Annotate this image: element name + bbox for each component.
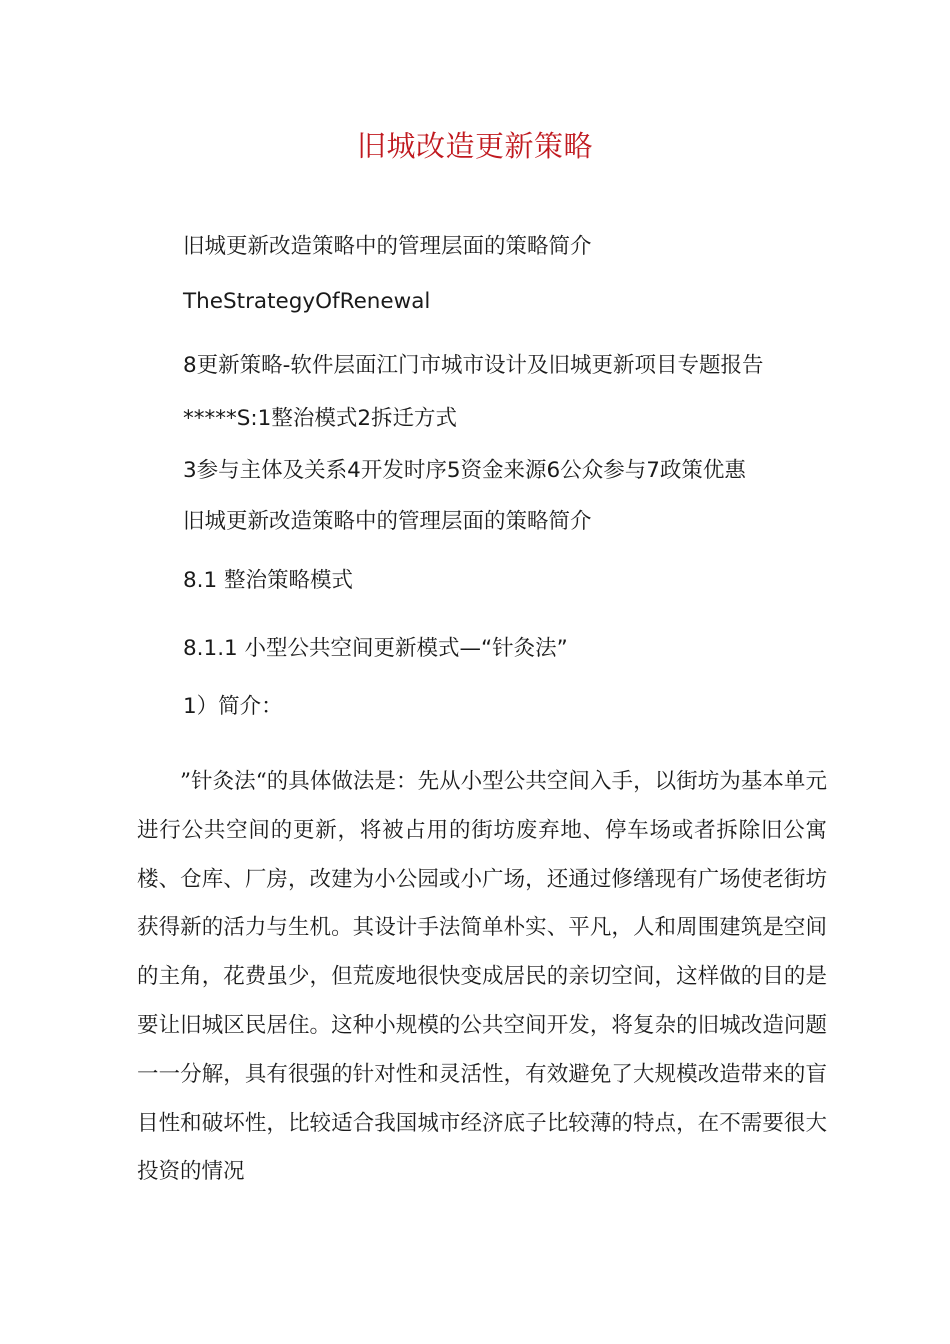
body-paragraph-block <box>137 758 827 1197</box>
subtitle-line: 旧城更新改造策略中的管理层面的策略简介 <box>183 234 592 259</box>
body-paragraph: ”针灸法“的具体做法是：先从小型公共空间入手，以街坊为基本单元进行公共空间的更新，将被占用的街坊废弃地、停车场或者拆除旧公寓楼、仓库、厂房，改建为小公园或小广场，还通过修缮现有广场使老街坊获得新的活力与生机。其设计手法简单朴实、平凡，人和周围建筑是空间的主角，花费虽少，但荒废地很快变成居民的亲切空间，这样做的目的是要让旧城区民居住。这种小规模的公共空间开发，将复杂的旧城改造问题一一分解，具有很强的针对性和灵活性，有效避免了大规模改造带来的盲目性和破坏性，比较适合我国城市经济底子比较薄的特点，在不需要很大投资的情况 <box>137 769 827 1185</box>
document-title: 旧城改造更新策略 <box>356 129 593 163</box>
toc-line-1: *****S:1整治模式2拆迁方式 <box>183 406 457 431</box>
section-heading-line: 8更新策略-软件层面江门市城市设计及旧城更新项目专题报告 <box>183 353 764 378</box>
toc-line-2: 3参与主体及关系4开发时序5资金来源6公众参与7政策优惠 <box>183 458 746 483</box>
intro-label: 1）简介： <box>183 694 283 719</box>
english-title-line: TheStrategyOfRenewal <box>183 289 431 314</box>
section-8-1-heading: 8.1 整治策略模式 <box>183 568 354 593</box>
subtitle-repeat-line: 旧城更新改造策略中的管理层面的策略简介 <box>183 509 592 534</box>
section-8-1-1-heading: 8.1.1 小型公共空间更新模式—“针灸法” <box>183 636 568 661</box>
